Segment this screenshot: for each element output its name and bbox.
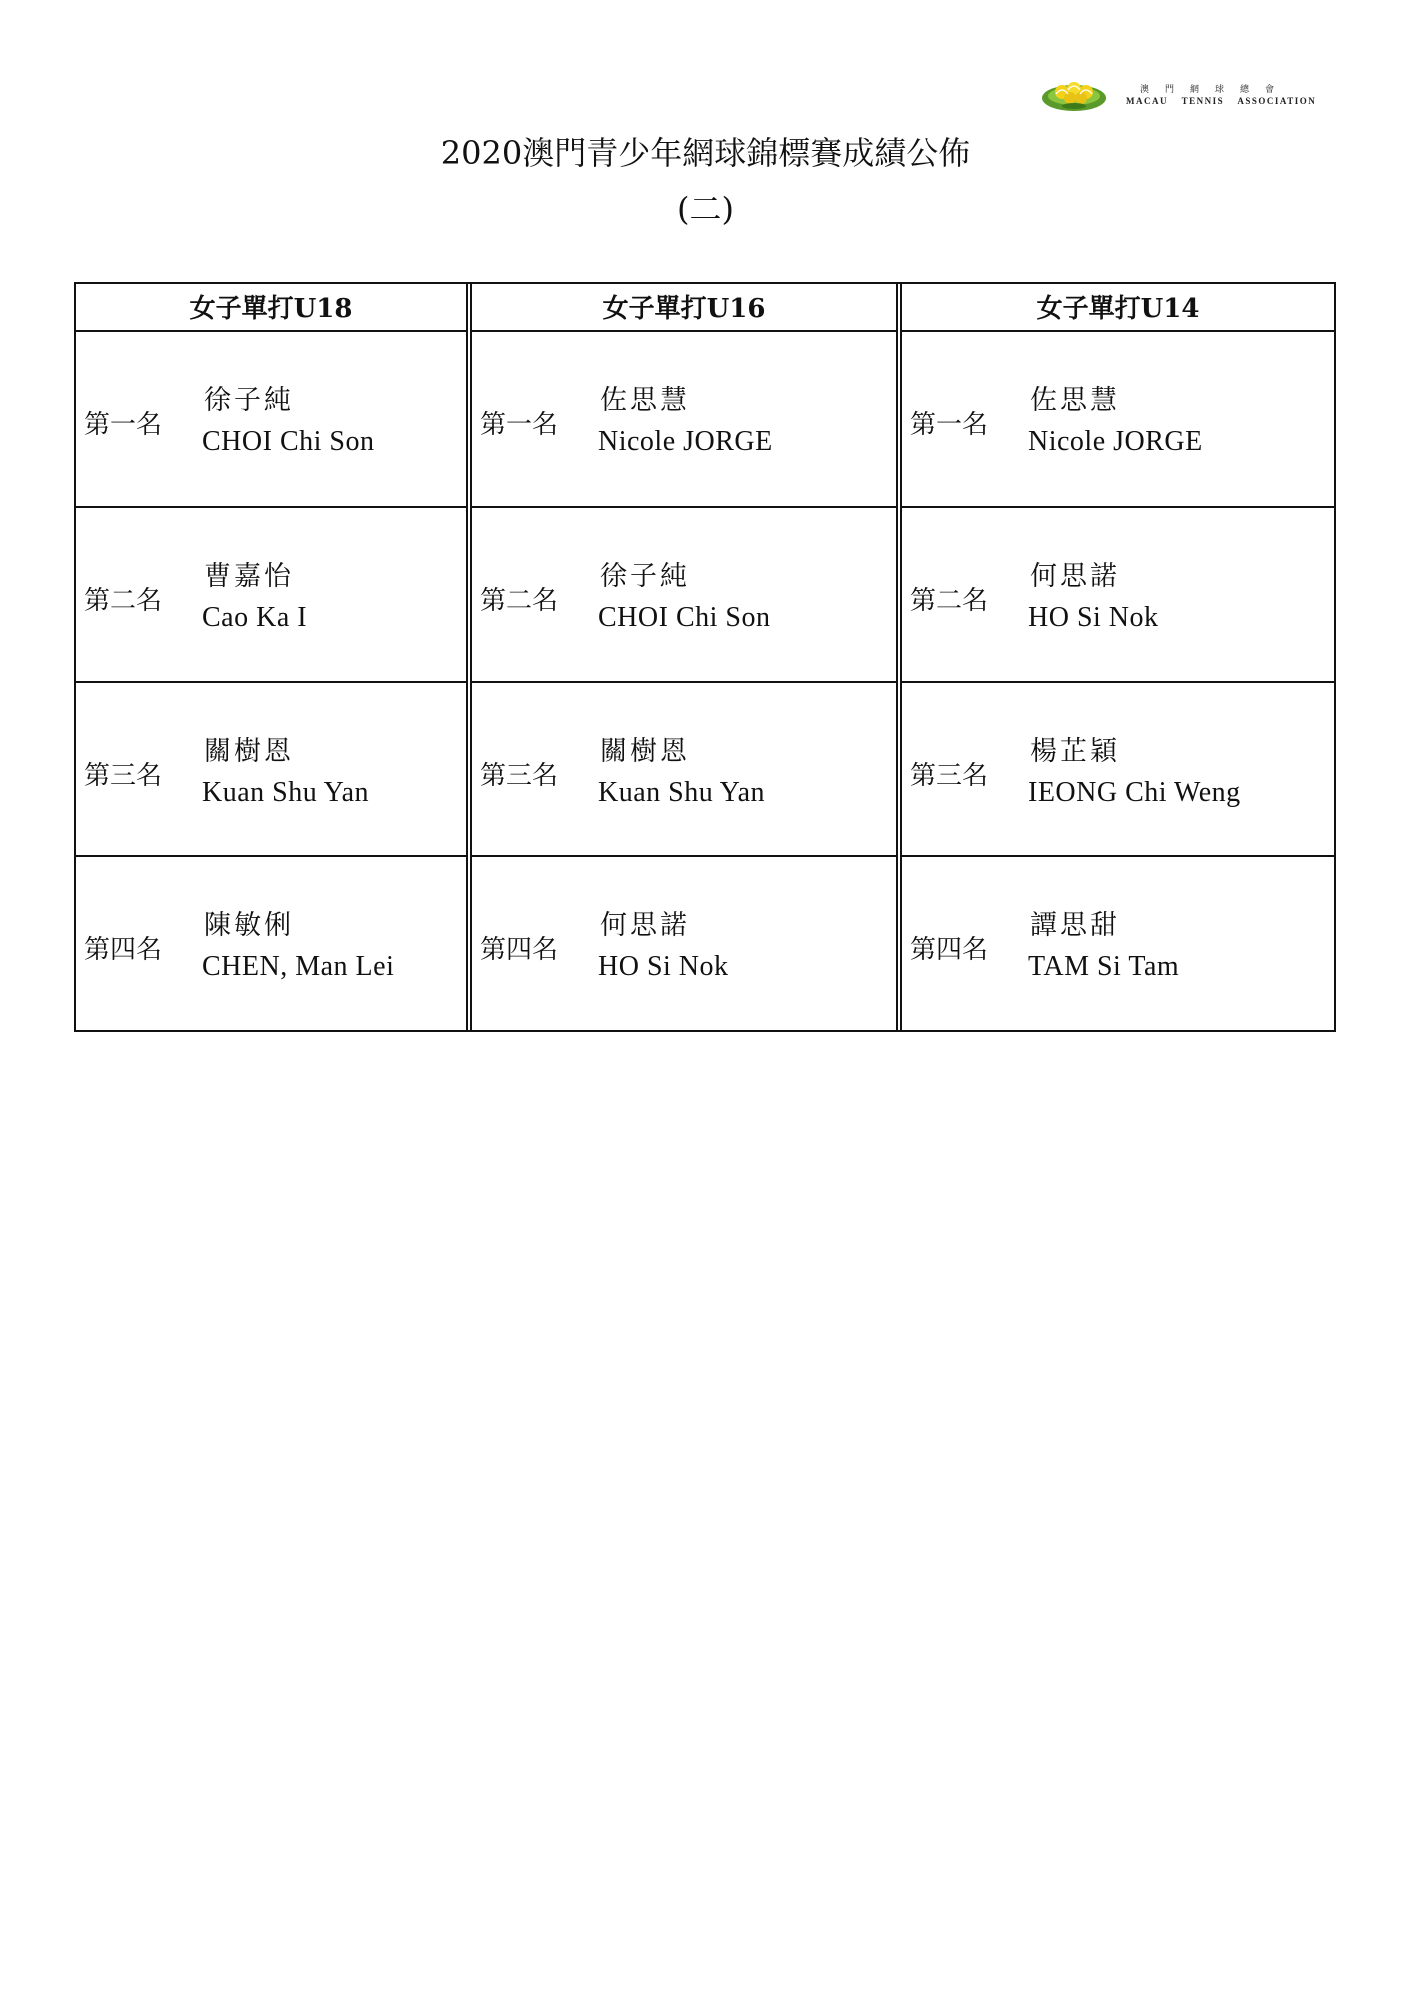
rank-label: 第三名 [84,760,163,791]
rank-label: 第四名 [480,935,559,966]
column-heading: 女子單打U18 [76,284,466,332]
document-title: 2020澳門青少年網球錦標賽成績公佈 [440,134,971,172]
player-name-chinese: 陳敏俐 [204,910,294,942]
result-cell [76,855,466,1030]
association-logo [1040,76,1340,116]
result-cell [472,855,896,1030]
player-name-chinese: 曹嘉怡 [204,561,294,593]
logo-chinese-name: 澳門網球總會 [1140,85,1291,95]
rank-label: 第二名 [910,586,989,617]
player-name-english: CHOI Chi Son [202,425,375,457]
player-name-chinese: 關樹恩 [204,735,294,767]
player-name-chinese: 關樹恩 [600,735,690,767]
rank-label: 第四名 [84,935,163,966]
result-cell [902,855,1334,1030]
result-cell [76,506,466,681]
results-table [74,282,1336,1032]
player-name-chinese: 徐子純 [600,561,690,593]
player-name-english: CHEN, Man Lei [202,951,395,983]
player-name-chinese: 佐思慧 [600,384,690,416]
result-cell [76,681,466,856]
player-name-chinese: 何思諾 [600,910,690,942]
rank-label: 第四名 [910,935,989,966]
player-name-english: HO Si Nok [1028,602,1159,634]
column-heading: 女子單打U16 [472,284,896,332]
rank-label: 第三名 [910,760,989,791]
player-name-chinese: 佐思慧 [1030,384,1120,416]
player-name-chinese: 何思諾 [1030,561,1120,593]
column-u18 [76,284,466,1030]
column-heading: 女子單打U14 [902,284,1334,332]
result-cell [76,332,466,507]
rank-label: 第二名 [84,586,163,617]
result-cell [472,506,896,681]
player-name-english: Nicole JORGE [598,425,773,457]
result-cell [902,332,1334,507]
player-name-english: Nicole JORGE [1028,425,1203,457]
rank-label: 第一名 [910,409,989,440]
player-name-english: Cao Ka I [202,602,308,634]
result-cell [902,681,1334,856]
result-cell [472,681,896,856]
tennis-ball-logo-icon [1040,76,1110,116]
rank-label: 第一名 [480,409,559,440]
player-name-english: HO Si Nok [598,951,729,983]
logo-english-name: MACAU TENNIS ASSOCIATION [1126,96,1317,106]
player-name-english: Kuan Shu Yan [202,776,370,808]
player-name-chinese: 徐子純 [204,384,294,416]
player-name-english: CHOI Chi Son [598,602,771,634]
player-name-english: IEONG Chi Weng [1028,776,1241,808]
player-name-chinese: 譚思甜 [1030,910,1120,942]
result-cell [472,332,896,507]
rank-label: 第一名 [84,409,163,440]
player-name-chinese: 楊芷穎 [1030,735,1120,767]
column-u16 [466,284,896,1030]
player-name-english: TAM Si Tam [1028,951,1180,983]
rank-label: 第二名 [480,586,559,617]
rank-label: 第三名 [480,760,559,791]
column-u14 [896,284,1334,1030]
result-cell [902,506,1334,681]
document-subtitle: (二) [677,190,734,228]
player-name-english: Kuan Shu Yan [598,776,766,808]
